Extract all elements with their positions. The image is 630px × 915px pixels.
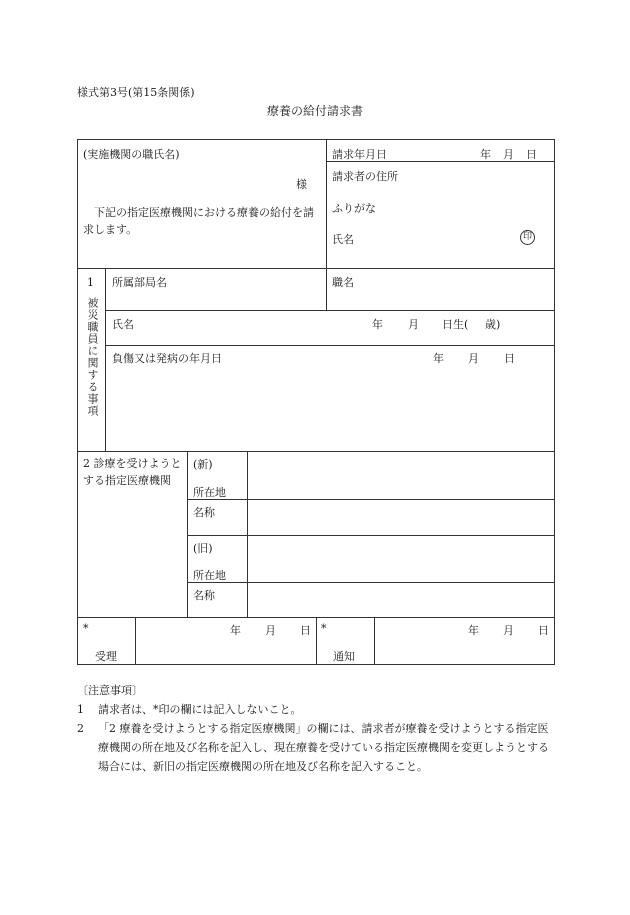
new-name-label: 名称	[193, 506, 215, 519]
employee-section-title: 被災職員に関する事項	[86, 297, 99, 417]
request-month-label: 月	[503, 148, 514, 161]
request-text: 下記の指定医療機関における療養の給付を請求します。	[83, 206, 314, 236]
department-label: 所属部局名	[112, 276, 167, 289]
age-label: 歳)	[485, 318, 501, 331]
notice-day-label: 日	[538, 624, 549, 637]
old-name-label: 名称	[193, 589, 215, 602]
request-year-label: 年	[480, 148, 491, 161]
form-title: 療養の給付請求書	[266, 104, 363, 118]
sama-text: 様	[296, 178, 307, 191]
note-text: 「2 療養を受けようとする指定医療機関」の欄には、請求者が療養を受けようとする指定医療機関の所在地及び名称を記入し、現在療養を受けている指定医療機関を変更しようとする場合には、新旧の指定医療機関の所在地及び名称を記入すること。	[98, 722, 549, 773]
institution-section-title: 2 診療を受けようとする指定医療機関	[83, 457, 182, 487]
receipt-day-label: 日	[300, 624, 311, 637]
injury-date-label: 負傷又は発病の年月日	[112, 352, 222, 365]
notes-section	[77, 681, 555, 776]
notes-heading: 〔注意事項〕	[77, 684, 143, 697]
receipt-label: 受理	[95, 650, 117, 663]
form-number: 様式第3号(第15条関係)	[77, 86, 195, 99]
applicant-name-label: 氏名	[332, 233, 354, 246]
new-label: (新)	[193, 458, 213, 471]
note-text: 請求者は、*印の欄には記入しないこと。	[98, 703, 302, 716]
note-item	[77, 719, 555, 776]
injury-year-label: 年	[433, 352, 444, 365]
notice-mark: *	[321, 622, 327, 635]
request-date-label: 請求年月日	[332, 148, 387, 161]
injury-month-label: 月	[468, 352, 479, 365]
receipt-year-label: 年	[230, 624, 241, 637]
position-label: 職名	[332, 276, 354, 289]
old-location-label: 所在地	[193, 569, 226, 582]
seal-mark: 印	[520, 230, 535, 245]
receipt-mark: *	[83, 622, 89, 635]
note-number: 1	[77, 703, 84, 716]
birth-day-label: 日生(	[442, 318, 469, 331]
request-day-label: 日	[526, 148, 537, 161]
employee-section-number: 1	[87, 276, 94, 289]
receipt-month-label: 月	[265, 624, 276, 637]
notice-month-label: 月	[503, 624, 514, 637]
note-number: 2	[77, 722, 84, 735]
institution-label: (実施機関の職氏名)	[83, 148, 180, 161]
notice-label: 通知	[333, 650, 355, 663]
old-label: (旧)	[193, 542, 213, 555]
furigana-label: ふりがな	[332, 202, 376, 215]
birth-year-label: 年	[372, 318, 383, 331]
birth-month-label: 月	[408, 318, 419, 331]
new-location-label: 所在地	[193, 486, 226, 499]
employee-name-label: 氏名	[112, 318, 134, 331]
address-label: 請求者の住所	[332, 170, 398, 183]
notice-year-label: 年	[468, 624, 479, 637]
injury-day-label: 日	[504, 352, 515, 365]
note-item	[77, 700, 555, 719]
